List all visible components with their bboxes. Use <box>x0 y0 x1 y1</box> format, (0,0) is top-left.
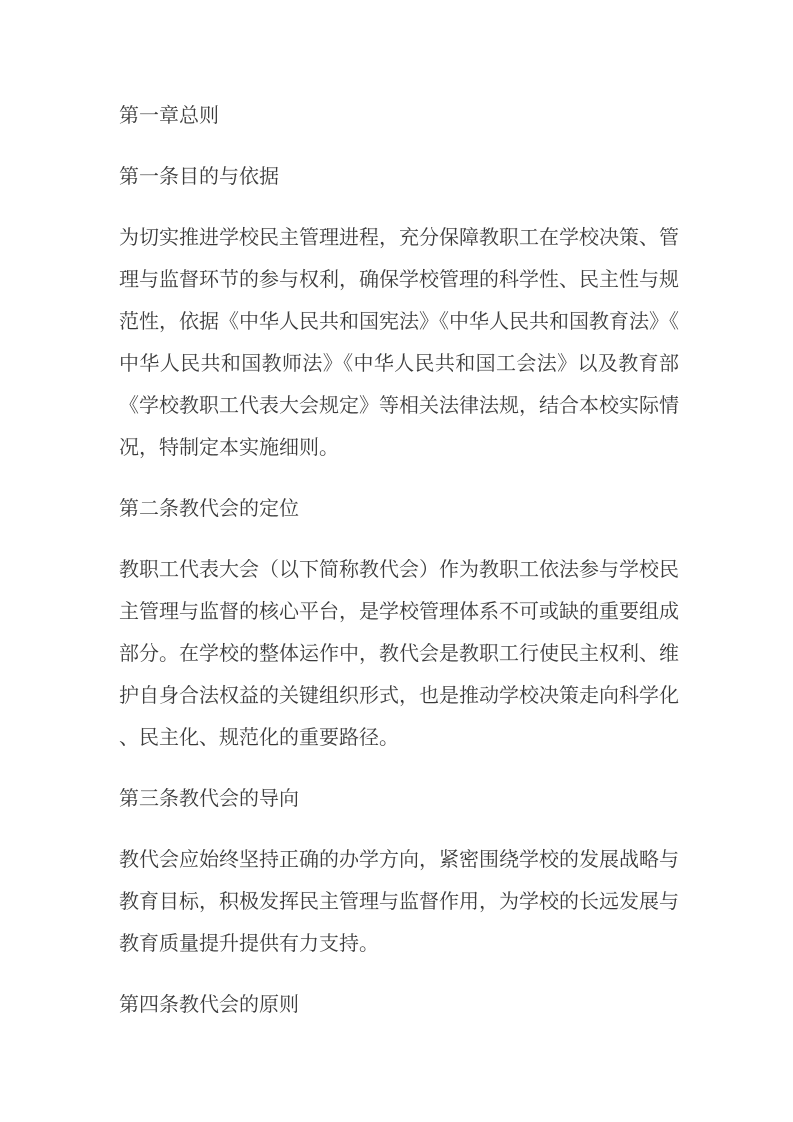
body-paragraph: 为切实推进学校民主管理进程，充分保障教职工在学校决策、管理与监督环节的参与权利，确保学校管理的科学性、民主性与规范性，依据《中华人民共和国宪法》《中华人民共和国教育法》《中华人民共和国教师法》《中华人民共和国工会法》以及教育部《学校教职工代表大会规定》等相关法律法规，结合本校实际情况，特制定本实施细则。 <box>119 225 679 459</box>
section-heading: 第一章总则 <box>119 103 219 127</box>
section-heading: 第三条教代会的导向 <box>119 786 299 810</box>
document-content <box>119 94 679 1025</box>
section-heading: 第一条目的与依据 <box>119 164 279 188</box>
section-heading: 第四条教代会的原则 <box>119 992 299 1016</box>
body-paragraph: 教职工代表大会（以下简称教代会）作为教职工依法参与学校民主管理与监督的核心平台，是学校管理体系不可或缺的重要组成部分。在学校的整体运作中，教代会是教职工行使民主权利、维护自身合法权益的关键组织形式，也是推动学校决策走向科学化、民主化、规范化的重要路径。 <box>119 557 679 749</box>
section-heading: 第二条教代会的定位 <box>119 496 299 520</box>
body-paragraph: 教代会应始终坚持正确的办学方向，紧密围绕学校的发展战略与教育目标，积极发挥民主管理与监督作用，为学校的长远发展与教育质量提升提供有力支持。 <box>119 847 679 955</box>
